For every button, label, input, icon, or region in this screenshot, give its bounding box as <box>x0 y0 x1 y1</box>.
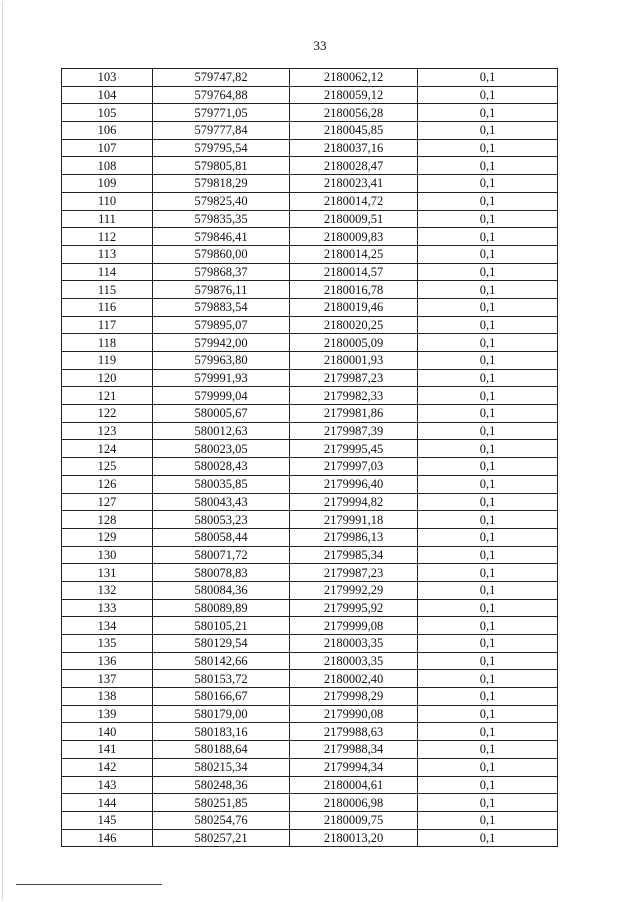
point-number-cell: 108 <box>62 157 153 175</box>
table-row <box>62 69 558 87</box>
table-row <box>62 139 558 157</box>
x-coordinate-cell: 580043,43 <box>153 493 290 511</box>
table-row <box>62 298 558 316</box>
x-coordinate-cell: 580251,85 <box>153 794 290 812</box>
point-number-cell: 131 <box>62 564 153 582</box>
y-coordinate-cell: 2179987,39 <box>290 422 418 440</box>
point-number-cell: 134 <box>62 617 153 635</box>
x-coordinate-cell: 579942,00 <box>153 334 290 352</box>
point-number-cell: 114 <box>62 263 153 281</box>
x-coordinate-cell: 580183,16 <box>153 723 290 741</box>
y-coordinate-cell: 2180009,83 <box>290 228 418 246</box>
accuracy-cell: 0,1 <box>418 387 558 405</box>
accuracy-cell: 0,1 <box>418 475 558 493</box>
point-number-cell: 127 <box>62 493 153 511</box>
y-coordinate-cell: 2179985,34 <box>290 546 418 564</box>
point-number-cell: 130 <box>62 546 153 564</box>
accuracy-cell: 0,1 <box>418 352 558 370</box>
table-row <box>62 670 558 688</box>
accuracy-cell: 0,1 <box>418 104 558 122</box>
point-number-cell: 117 <box>62 316 153 334</box>
accuracy-cell: 0,1 <box>418 405 558 423</box>
table-row <box>62 175 558 193</box>
accuracy-cell: 0,1 <box>418 228 558 246</box>
table-row <box>62 263 558 281</box>
point-number-cell: 132 <box>62 581 153 599</box>
x-coordinate-cell: 579860,00 <box>153 245 290 263</box>
accuracy-cell: 0,1 <box>418 422 558 440</box>
accuracy-cell: 0,1 <box>418 581 558 599</box>
accuracy-cell: 0,1 <box>418 741 558 759</box>
x-coordinate-cell: 580166,67 <box>153 688 290 706</box>
y-coordinate-cell: 2179991,18 <box>290 511 418 529</box>
footnote-separator <box>16 884 162 885</box>
accuracy-cell: 0,1 <box>418 758 558 776</box>
y-coordinate-cell: 2179988,63 <box>290 723 418 741</box>
table-row <box>62 245 558 263</box>
x-coordinate-cell: 579818,29 <box>153 175 290 193</box>
x-coordinate-cell: 580188,64 <box>153 741 290 759</box>
point-number-cell: 133 <box>62 599 153 617</box>
point-number-cell: 111 <box>62 210 153 228</box>
accuracy-cell: 0,1 <box>418 688 558 706</box>
point-number-cell: 135 <box>62 635 153 653</box>
accuracy-cell: 0,1 <box>418 635 558 653</box>
y-coordinate-cell: 2179998,29 <box>290 688 418 706</box>
accuracy-cell: 0,1 <box>418 652 558 670</box>
point-number-cell: 137 <box>62 670 153 688</box>
table-row <box>62 564 558 582</box>
accuracy-cell: 0,1 <box>418 210 558 228</box>
table-row <box>62 794 558 812</box>
y-coordinate-cell: 2180062,12 <box>290 69 418 87</box>
x-coordinate-cell: 580005,67 <box>153 405 290 423</box>
table-row <box>62 387 558 405</box>
y-coordinate-cell: 2180006,98 <box>290 794 418 812</box>
x-coordinate-cell: 580129,54 <box>153 635 290 653</box>
accuracy-cell: 0,1 <box>418 546 558 564</box>
table-row <box>62 528 558 546</box>
y-coordinate-cell: 2179995,45 <box>290 440 418 458</box>
x-coordinate-cell: 579764,88 <box>153 86 290 104</box>
point-number-cell: 113 <box>62 245 153 263</box>
y-coordinate-cell: 2180014,72 <box>290 192 418 210</box>
point-number-cell: 142 <box>62 758 153 776</box>
accuracy-cell: 0,1 <box>418 705 558 723</box>
y-coordinate-cell: 2179999,08 <box>290 617 418 635</box>
y-coordinate-cell: 2179994,34 <box>290 758 418 776</box>
y-coordinate-cell: 2180056,28 <box>290 104 418 122</box>
point-number-cell: 146 <box>62 829 153 847</box>
y-coordinate-cell: 2179988,34 <box>290 741 418 759</box>
point-number-cell: 116 <box>62 298 153 316</box>
x-coordinate-cell: 580071,72 <box>153 546 290 564</box>
accuracy-cell: 0,1 <box>418 69 558 87</box>
table-row <box>62 705 558 723</box>
accuracy-cell: 0,1 <box>418 86 558 104</box>
table-row <box>62 829 558 847</box>
point-number-cell: 138 <box>62 688 153 706</box>
point-number-cell: 140 <box>62 723 153 741</box>
x-coordinate-cell: 579999,04 <box>153 387 290 405</box>
table-row <box>62 228 558 246</box>
table-row <box>62 581 558 599</box>
y-coordinate-cell: 2179987,23 <box>290 369 418 387</box>
x-coordinate-cell: 580089,89 <box>153 599 290 617</box>
table-row <box>62 192 558 210</box>
x-coordinate-cell: 579771,05 <box>153 104 290 122</box>
x-coordinate-cell: 580012,63 <box>153 422 290 440</box>
table-row <box>62 422 558 440</box>
y-coordinate-cell: 2179996,40 <box>290 475 418 493</box>
point-number-cell: 126 <box>62 475 153 493</box>
x-coordinate-cell: 579795,54 <box>153 139 290 157</box>
table-row <box>62 758 558 776</box>
y-coordinate-cell: 2180028,47 <box>290 157 418 175</box>
x-coordinate-cell: 580248,36 <box>153 776 290 794</box>
x-coordinate-cell: 579868,37 <box>153 263 290 281</box>
point-number-cell: 110 <box>62 192 153 210</box>
point-number-cell: 107 <box>62 139 153 157</box>
accuracy-cell: 0,1 <box>418 794 558 812</box>
point-number-cell: 105 <box>62 104 153 122</box>
accuracy-cell: 0,1 <box>418 139 558 157</box>
y-coordinate-cell: 2179986,13 <box>290 528 418 546</box>
table-row <box>62 281 558 299</box>
x-coordinate-cell: 580179,00 <box>153 705 290 723</box>
x-coordinate-cell: 580142,66 <box>153 652 290 670</box>
point-number-cell: 115 <box>62 281 153 299</box>
table-row <box>62 316 558 334</box>
y-coordinate-cell: 2180014,57 <box>290 263 418 281</box>
x-coordinate-cell: 579846,41 <box>153 228 290 246</box>
table-row <box>62 617 558 635</box>
y-coordinate-cell: 2180003,35 <box>290 635 418 653</box>
y-coordinate-cell: 2180004,61 <box>290 776 418 794</box>
x-coordinate-cell: 580153,72 <box>153 670 290 688</box>
table-row <box>62 475 558 493</box>
y-coordinate-cell: 2180019,46 <box>290 298 418 316</box>
coordinates-table-body <box>62 69 558 847</box>
accuracy-cell: 0,1 <box>418 564 558 582</box>
accuracy-cell: 0,1 <box>418 458 558 476</box>
point-number-cell: 109 <box>62 175 153 193</box>
x-coordinate-cell: 579777,84 <box>153 122 290 140</box>
y-coordinate-cell: 2180014,25 <box>290 245 418 263</box>
x-coordinate-cell: 580084,36 <box>153 581 290 599</box>
accuracy-cell: 0,1 <box>418 493 558 511</box>
y-coordinate-cell: 2179992,29 <box>290 581 418 599</box>
point-number-cell: 124 <box>62 440 153 458</box>
table-row <box>62 458 558 476</box>
table-row <box>62 334 558 352</box>
table-row <box>62 652 558 670</box>
x-coordinate-cell: 579883,54 <box>153 298 290 316</box>
y-coordinate-cell: 2180002,40 <box>290 670 418 688</box>
page-number: 33 <box>313 38 327 53</box>
x-coordinate-cell: 580257,21 <box>153 829 290 847</box>
point-number-cell: 143 <box>62 776 153 794</box>
accuracy-cell: 0,1 <box>418 245 558 263</box>
point-number-cell: 120 <box>62 369 153 387</box>
x-coordinate-cell: 580105,21 <box>153 617 290 635</box>
table-row <box>62 776 558 794</box>
x-coordinate-cell: 580023,05 <box>153 440 290 458</box>
accuracy-cell: 0,1 <box>418 829 558 847</box>
point-number-cell: 103 <box>62 69 153 87</box>
x-coordinate-cell: 579963,80 <box>153 352 290 370</box>
point-number-cell: 119 <box>62 352 153 370</box>
accuracy-cell: 0,1 <box>418 192 558 210</box>
x-coordinate-cell: 580035,85 <box>153 475 290 493</box>
point-number-cell: 112 <box>62 228 153 246</box>
y-coordinate-cell: 2180009,75 <box>290 811 418 829</box>
table-row <box>62 210 558 228</box>
point-number-cell: 144 <box>62 794 153 812</box>
y-coordinate-cell: 2180003,35 <box>290 652 418 670</box>
table-row <box>62 405 558 423</box>
accuracy-cell: 0,1 <box>418 528 558 546</box>
table-row <box>62 493 558 511</box>
x-coordinate-cell: 579895,07 <box>153 316 290 334</box>
accuracy-cell: 0,1 <box>418 175 558 193</box>
x-coordinate-cell: 579825,40 <box>153 192 290 210</box>
point-number-cell: 118 <box>62 334 153 352</box>
coordinates-table <box>61 68 558 847</box>
point-number-cell: 136 <box>62 652 153 670</box>
y-coordinate-cell: 2180001,93 <box>290 352 418 370</box>
accuracy-cell: 0,1 <box>418 281 558 299</box>
x-coordinate-cell: 579835,35 <box>153 210 290 228</box>
x-coordinate-cell: 580028,43 <box>153 458 290 476</box>
x-coordinate-cell: 579991,93 <box>153 369 290 387</box>
point-number-cell: 122 <box>62 405 153 423</box>
table-row <box>62 635 558 653</box>
table-row <box>62 511 558 529</box>
y-coordinate-cell: 2180037,16 <box>290 139 418 157</box>
point-number-cell: 139 <box>62 705 153 723</box>
accuracy-cell: 0,1 <box>418 599 558 617</box>
table-row <box>62 688 558 706</box>
y-coordinate-cell: 2179981,86 <box>290 405 418 423</box>
y-coordinate-cell: 2180023,41 <box>290 175 418 193</box>
table-row <box>62 104 558 122</box>
accuracy-cell: 0,1 <box>418 298 558 316</box>
point-number-cell: 121 <box>62 387 153 405</box>
y-coordinate-cell: 2179997,03 <box>290 458 418 476</box>
point-number-cell: 104 <box>62 86 153 104</box>
table-row <box>62 352 558 370</box>
point-number-cell: 125 <box>62 458 153 476</box>
table-row <box>62 86 558 104</box>
point-number-cell: 141 <box>62 741 153 759</box>
x-coordinate-cell: 579876,11 <box>153 281 290 299</box>
y-coordinate-cell: 2179987,23 <box>290 564 418 582</box>
accuracy-cell: 0,1 <box>418 157 558 175</box>
accuracy-cell: 0,1 <box>418 723 558 741</box>
accuracy-cell: 0,1 <box>418 617 558 635</box>
x-coordinate-cell: 579747,82 <box>153 69 290 87</box>
y-coordinate-cell: 2180005,09 <box>290 334 418 352</box>
accuracy-cell: 0,1 <box>418 511 558 529</box>
table-row <box>62 157 558 175</box>
accuracy-cell: 0,1 <box>418 811 558 829</box>
point-number-cell: 123 <box>62 422 153 440</box>
accuracy-cell: 0,1 <box>418 316 558 334</box>
x-coordinate-cell: 579805,81 <box>153 157 290 175</box>
table-row <box>62 599 558 617</box>
point-number-cell: 145 <box>62 811 153 829</box>
accuracy-cell: 0,1 <box>418 334 558 352</box>
y-coordinate-cell: 2180059,12 <box>290 86 418 104</box>
x-coordinate-cell: 580254,76 <box>153 811 290 829</box>
point-number-cell: 128 <box>62 511 153 529</box>
accuracy-cell: 0,1 <box>418 670 558 688</box>
point-number-cell: 106 <box>62 122 153 140</box>
y-coordinate-cell: 2180013,20 <box>290 829 418 847</box>
y-coordinate-cell: 2180045,85 <box>290 122 418 140</box>
table-row <box>62 811 558 829</box>
x-coordinate-cell: 580078,83 <box>153 564 290 582</box>
y-coordinate-cell: 2180016,78 <box>290 281 418 299</box>
table-row <box>62 122 558 140</box>
y-coordinate-cell: 2179990,08 <box>290 705 418 723</box>
x-coordinate-cell: 580053,23 <box>153 511 290 529</box>
point-number-cell: 129 <box>62 528 153 546</box>
y-coordinate-cell: 2180020,25 <box>290 316 418 334</box>
x-coordinate-cell: 580215,34 <box>153 758 290 776</box>
table-row <box>62 369 558 387</box>
table-row <box>62 440 558 458</box>
y-coordinate-cell: 2180009,51 <box>290 210 418 228</box>
accuracy-cell: 0,1 <box>418 776 558 794</box>
y-coordinate-cell: 2179995,92 <box>290 599 418 617</box>
y-coordinate-cell: 2179994,82 <box>290 493 418 511</box>
accuracy-cell: 0,1 <box>418 440 558 458</box>
table-row <box>62 723 558 741</box>
table-row <box>62 546 558 564</box>
accuracy-cell: 0,1 <box>418 122 558 140</box>
table-row <box>62 741 558 759</box>
x-coordinate-cell: 580058,44 <box>153 528 290 546</box>
accuracy-cell: 0,1 <box>418 369 558 387</box>
accuracy-cell: 0,1 <box>418 263 558 281</box>
y-coordinate-cell: 2179982,33 <box>290 387 418 405</box>
